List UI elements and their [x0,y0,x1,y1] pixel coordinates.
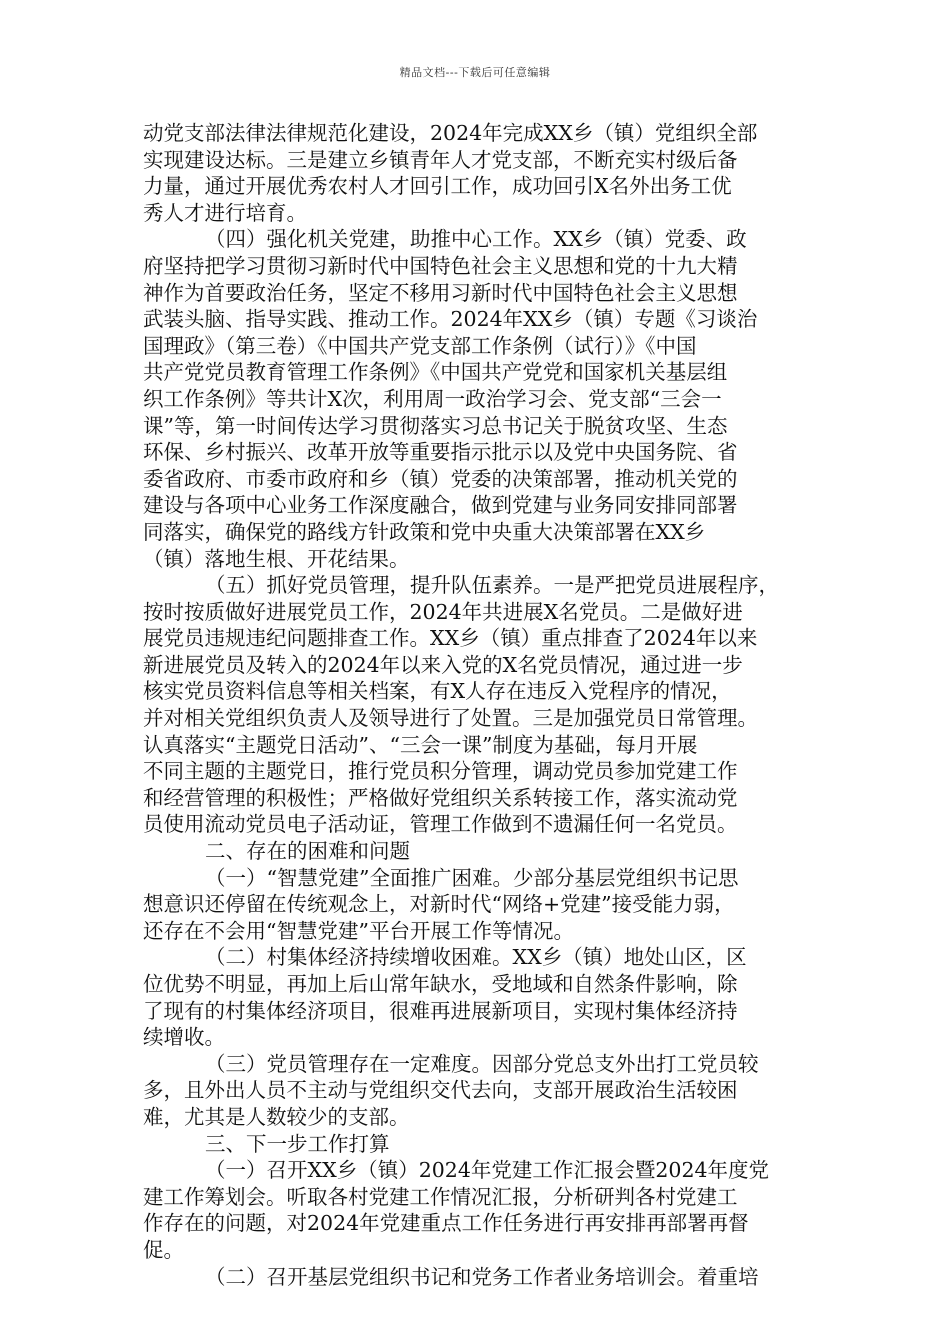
text-line: 共产党党员教育管理工作条例》《中国共产党党和国家机关基层组 [143,360,728,385]
text-line: 员使用流动党员电子活动证，管理工作做到不遗漏任何一名党员。 [143,812,738,837]
text-line: 核实党员资料信息等相关档案，有X人存在违反入党程序的情况， [143,679,732,704]
text-line: 位优势不明显，再加上后山常年缺水，受地域和自然条件影响，除 [143,972,738,996]
text-line: （四）强化机关党建，助推中心工作。XX乡（镇）党委、政 [205,227,747,252]
text-line: 织工作条例》等共计X次，利用周一政治学习会、党支部“三会一 [143,386,722,411]
text-line: 三、下一步工作打算 [205,1131,390,1156]
text-line: （二）召开基层党组织书记和党务工作者业务培训会。着重培 [205,1264,759,1289]
text-line: 武装头脑、指导实践、推动工作。2024年XX乡（镇）专题《习谈治 [143,307,758,332]
text-line: 了现有的村集体经济项目，很难再进展新项目，实现村集体经济持 [143,998,738,1023]
text-line: （三）党员管理存在一定难度。因部分党总支外出打工党员较 [205,1051,759,1076]
text-line: 同落实，确保党的路线方针政策和党中央重大决策部署在XX乡 [143,519,706,544]
text-line: 课”等，第一时间传达学习贯彻落实习总书记关于脱贫攻坚、生态 [143,413,728,438]
text-line: 促。 [143,1237,184,1262]
text-line: 二、存在的困难和问题 [205,839,410,864]
text-line: 秀人才进行培育。 [143,200,307,225]
text-line: 还存在不会用“智慧党建”平台开展工作等情况。 [143,918,574,943]
text-line: （一）召开XX乡（镇）2024年党建工作汇报会暨2024年度党 [205,1158,770,1183]
text-line: 多，且外出人员不主动与党组织交代去向，支部开展政治生活较困 [143,1078,738,1103]
text-line: 不同主题的主题党日，推行党员积分管理，调动党员参加党建工作 [143,759,738,784]
text-line: 动党支部法律法律规范化建设，2024年完成XX乡（镇）党组织全部 [143,121,758,145]
text-line: 难，尤其是人数较少的支部。 [143,1104,410,1129]
text-line: 府坚持把学习贯彻习新时代中国特色社会主义思想和党的十九大精 [143,253,738,278]
text-line: 想意识还停留在传统观念上，对新时代“网络+党建”接受能力弱， [143,892,735,917]
text-line: 并对相关党组织负责人及领导进行了处置。三是加强党员日常管理。 [143,706,758,731]
text-line: 委省政府、市委市政府和乡（镇）党委的决策部署，推动机关党的 [143,466,738,491]
text-line: 国理政》（第三卷）《中国共产党支部工作条例（试行）》《中国 [143,333,697,358]
text-line: 力量，通过开展优秀农村人才回引工作，成功回引X名外出务工优 [143,174,732,199]
text-line: 认真落实“主题党日活动”、“三会一课”制度为基础，每月开展 [143,732,698,757]
document-body [143,120,827,1290]
text-line: 神作为首要政治任务，坚定不移用习新时代中国特色社会主义思想 [143,280,738,305]
text-line: 续增收。 [143,1025,225,1050]
text-line: （五）抓好党员管理，提升队伍素养。一是严把党员进展程序， [205,573,779,598]
text-line: （一）“智慧党建”全面推广困难。少部分基层党组织书记思 [205,865,739,890]
text-line: 展党员违规违纪问题排查工作。XX乡（镇）重点排查了2024年以来 [143,626,758,651]
text-line: 建工作筹划会。听取各村党建工作情况汇报，分析研判各村党建工 [143,1184,738,1209]
text-line: 作存在的问题，对2024年党建重点工作任务进行再安排再部署再督 [143,1211,749,1236]
text-line: （二）村集体经济持续增收困难。XX乡（镇）地处山区，区 [205,945,747,970]
text-line: 新进展党员及转入的2024年以来入党的X名党员情况，通过进一步 [143,652,743,677]
text-line: 环保、乡村振兴、改革开放等重要指示批示以及党中央国务院、省 [143,440,738,465]
text-line: 和经营管理的积极性；严格做好党组织关系转接工作，落实流动党 [143,785,738,810]
page-header: 精品文档---下载后可任意编辑 [399,66,551,79]
text-line: （镇）落地生根、开花结果。 [143,546,410,571]
text-line: 建设与各项中心业务工作深度融合，做到党建与业务同安排同部署 [143,493,738,518]
text-line: 实现建设达标。三是建立乡镇青年人才党支部，不断充实村级后备 [143,147,738,172]
text-line: 按时按质做好进展党员工作，2024年共进展X名党员。二是做好进 [143,599,743,624]
